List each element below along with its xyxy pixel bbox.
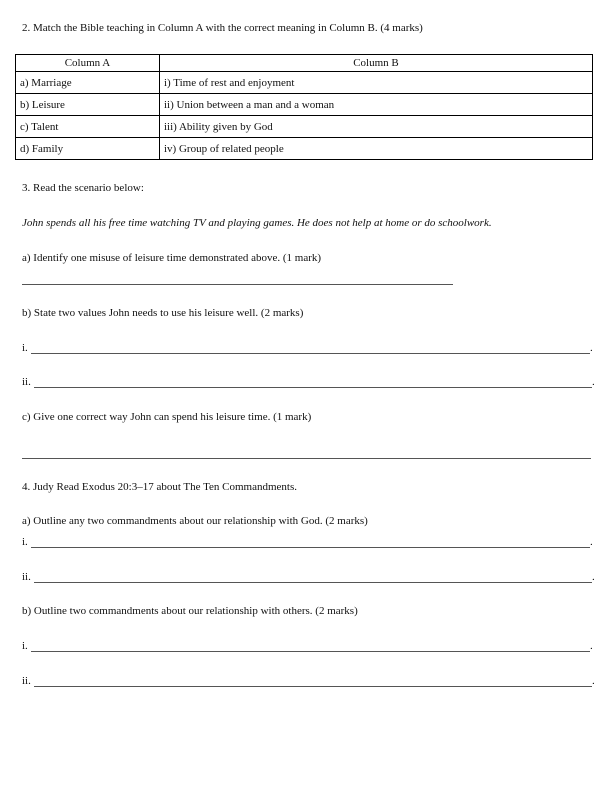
table-row [16,72,593,94]
column-b-cell: iii) Ability given by God [160,116,593,138]
answer-line-q3c[interactable] [22,458,591,459]
q4b-question: b) Outline two commandments about our relationship with others. (2 marks) [22,605,358,617]
table-row [16,94,593,116]
q4a-label-i: i. [22,536,28,548]
answer-line-q4b-ii[interactable] [34,686,592,687]
line-end-dot: . [592,675,595,687]
column-b-cell: i) Time of rest and enjoyment [160,72,593,94]
q3a-question: a) Identify one misuse of leisure time demonstrated above. (1 mark) [22,252,322,264]
q4a-label-ii: ii. [22,571,31,583]
answer-line-q3b-i[interactable] [31,353,590,354]
table-header-row [16,55,593,72]
line-end-dot: . [590,342,593,354]
column-b-cell: iv) Group of related people [160,138,593,160]
answer-line-q3b-ii[interactable] [34,387,592,388]
line-end-dot: . [592,376,595,388]
column-b-cell: ii) Union between a man and a woman [160,94,593,116]
answer-line-q4b-i[interactable] [31,651,590,652]
q3c-question: c) Give one correct way John can spend his leisure time. (1 mark) [22,411,312,423]
matching-table [15,54,593,160]
q3-scenario: John spends all his free time watching TV and playing games. He does not help at home or do schoolwork. [22,217,492,229]
column-a-header: Column A [16,55,160,72]
answer-line-q3a[interactable] [22,284,453,285]
q3-heading: 3. Read the scenario below: [22,182,144,194]
q4b-label-ii: ii. [22,675,31,687]
column-a-cell: c) Talent [16,116,160,138]
table-row [16,138,593,160]
q2-heading: 2. Match the Bible teaching in Column A with the correct meaning in Column B. (4 marks) [22,22,423,34]
q4-heading: 4. Judy Read Exodus 20:3–17 about The Ten Commandments. [22,481,298,493]
table-row [16,116,593,138]
column-b-header: Column B [160,55,593,72]
line-end-dot: . [592,571,595,583]
q3b-label-ii: ii. [22,376,31,388]
line-end-dot: . [590,536,593,548]
column-a-cell: d) Family [16,138,160,160]
q3b-question: b) State two values John needs to use his leisure well. (2 marks) [22,307,304,319]
answer-line-q4a-i[interactable] [31,547,590,548]
column-a-cell: a) Marriage [16,72,160,94]
q4b-label-i: i. [22,640,28,652]
q4a-question: a) Outline any two commandments about our relationship with God. (2 marks) [22,515,368,527]
column-a-cell: b) Leisure [16,94,160,116]
q3b-label-i: i. [22,342,28,354]
line-end-dot: . [590,640,593,652]
answer-line-q4a-ii[interactable] [34,582,592,583]
